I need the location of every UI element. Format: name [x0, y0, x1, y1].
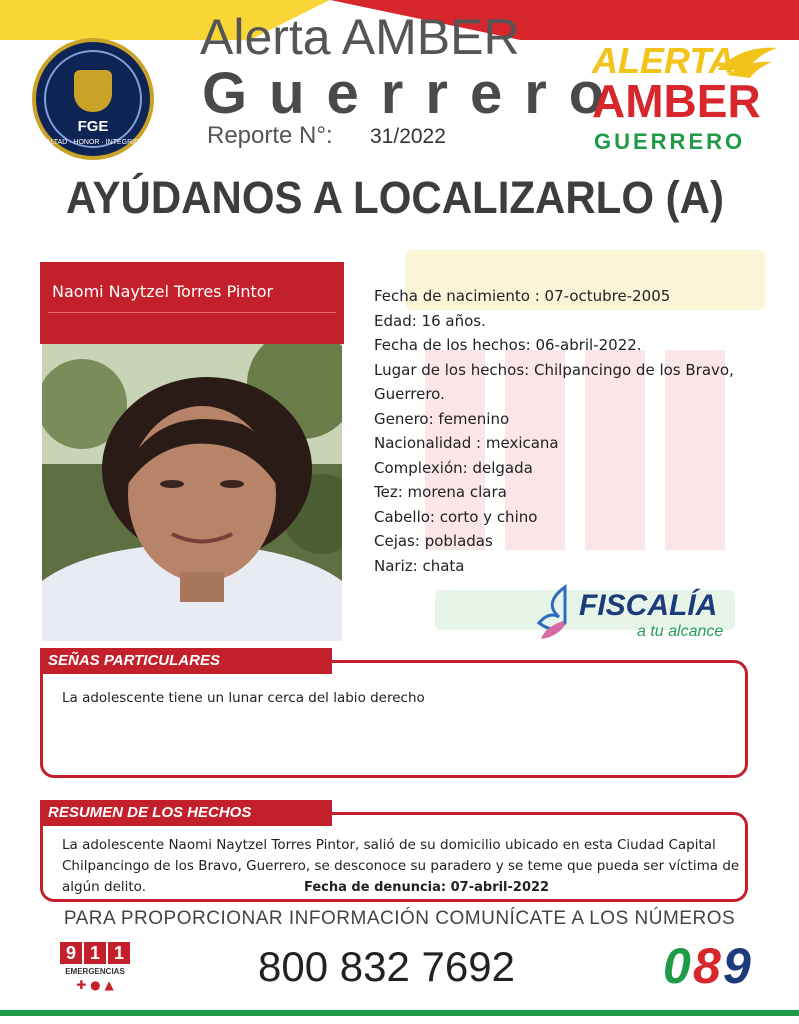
fact-hair: Cabello: corto y chino: [374, 507, 538, 526]
seal-motto: LEALTAD · HONOR · INTEGRIDAD: [37, 139, 149, 146]
fact-event-place-cont: Guerrero.: [374, 385, 445, 403]
seal-initials: FGE: [77, 118, 109, 135]
hotline-089-logo: [663, 938, 755, 994]
footer-green-line: [0, 1010, 799, 1016]
logo-guerrero-text: GUERRERO: [594, 129, 746, 154]
name-box: [40, 262, 344, 344]
senas-text: La adolescente tiene un lunar cerca del labio derecho: [62, 690, 425, 706]
resumen-line3: algún delito.: [62, 879, 146, 895]
digit-1b: 1: [108, 942, 130, 964]
logo-alerta-text: ALERTA: [592, 40, 735, 81]
digit-8: 8: [693, 938, 721, 994]
fact-build: Complexión: delgada: [374, 458, 533, 477]
fact-nose: Nariz: chata: [374, 556, 465, 575]
fiscalia-logo: [535, 583, 745, 645]
digit-0: 0: [663, 938, 691, 994]
coat-of-arms-icon: [74, 70, 112, 112]
report-number: 31/2022: [370, 125, 446, 148]
missing-person-photo: [42, 344, 342, 641]
logo-amber-text: AMBER: [592, 75, 761, 127]
emergency-911-logo: [56, 942, 134, 1002]
fact-birthdate: Fecha de nacimiento : 07-octubre-2005: [374, 287, 671, 305]
senas-box: [40, 660, 748, 778]
contact-call-to-action: PARA PROPORCIONAR INFORMACIÓN COMUNÍCATE A LOS NÚMEROS: [63, 908, 736, 929]
fact-complexion: Tez: morena clara: [374, 483, 507, 501]
title-alerta-amber: Alerta AMBER: [200, 9, 520, 65]
fact-event-place: Lugar de los hechos: Chilpancingo de los Bravo,: [374, 360, 734, 379]
fact-event-date: Fecha de los hechos: 06-abril-2022.: [374, 336, 642, 354]
fact-gender: Genero: femenino: [374, 409, 510, 428]
denuncia-date: Fecha de denuncia: 07-abril-2022: [304, 880, 550, 895]
report-label: Reporte N°:: [207, 122, 333, 149]
resumen-line2: Chilpancingo de los Bravo, Guerrero, se desconoce su paradero y se teme que pueda ser víctima de: [62, 858, 740, 874]
fact-nationality: Nacionalidad : mexicana: [374, 434, 559, 452]
emergency-services-icons: ✚ ● ▲: [76, 978, 114, 992]
title-guerrero: Guerrero: [202, 61, 627, 126]
fact-eyebrows: Cejas: pobladas: [374, 532, 493, 550]
amber-guerrero-logo: [592, 40, 782, 155]
fge-seal-logo: [32, 38, 154, 160]
senas-title: SEÑAS PARTICULARES: [40, 648, 332, 674]
fiscalia-word: FISCALÍA: [579, 589, 718, 622]
fact-age: Edad: 16 años.: [374, 311, 486, 330]
resumen-title: RESUMEN DE LOS HECHOS: [40, 800, 332, 826]
digit-9-hotline: 9: [723, 938, 751, 994]
emergency-label: EMERGENCIAS: [65, 967, 125, 976]
missing-person-name: Naomi Naytzel Torres Pintor: [48, 274, 336, 313]
headline: AYÚDANOS A LOCALIZARLO (A): [66, 172, 724, 223]
fiscalia-tagline: a tu alcance: [637, 623, 724, 640]
person-facts-list: [374, 284, 774, 578]
digit-1a: 1: [84, 942, 106, 964]
butterfly-icon: [535, 583, 583, 643]
phone-number: 800 832 7692: [258, 943, 515, 990]
digit-9: 9: [60, 942, 82, 964]
resumen-line1: La adolescente Naomi Naytzel Torres Pintor, salió de su domicilio ubicado en esta Ciudad Capital: [62, 837, 716, 853]
